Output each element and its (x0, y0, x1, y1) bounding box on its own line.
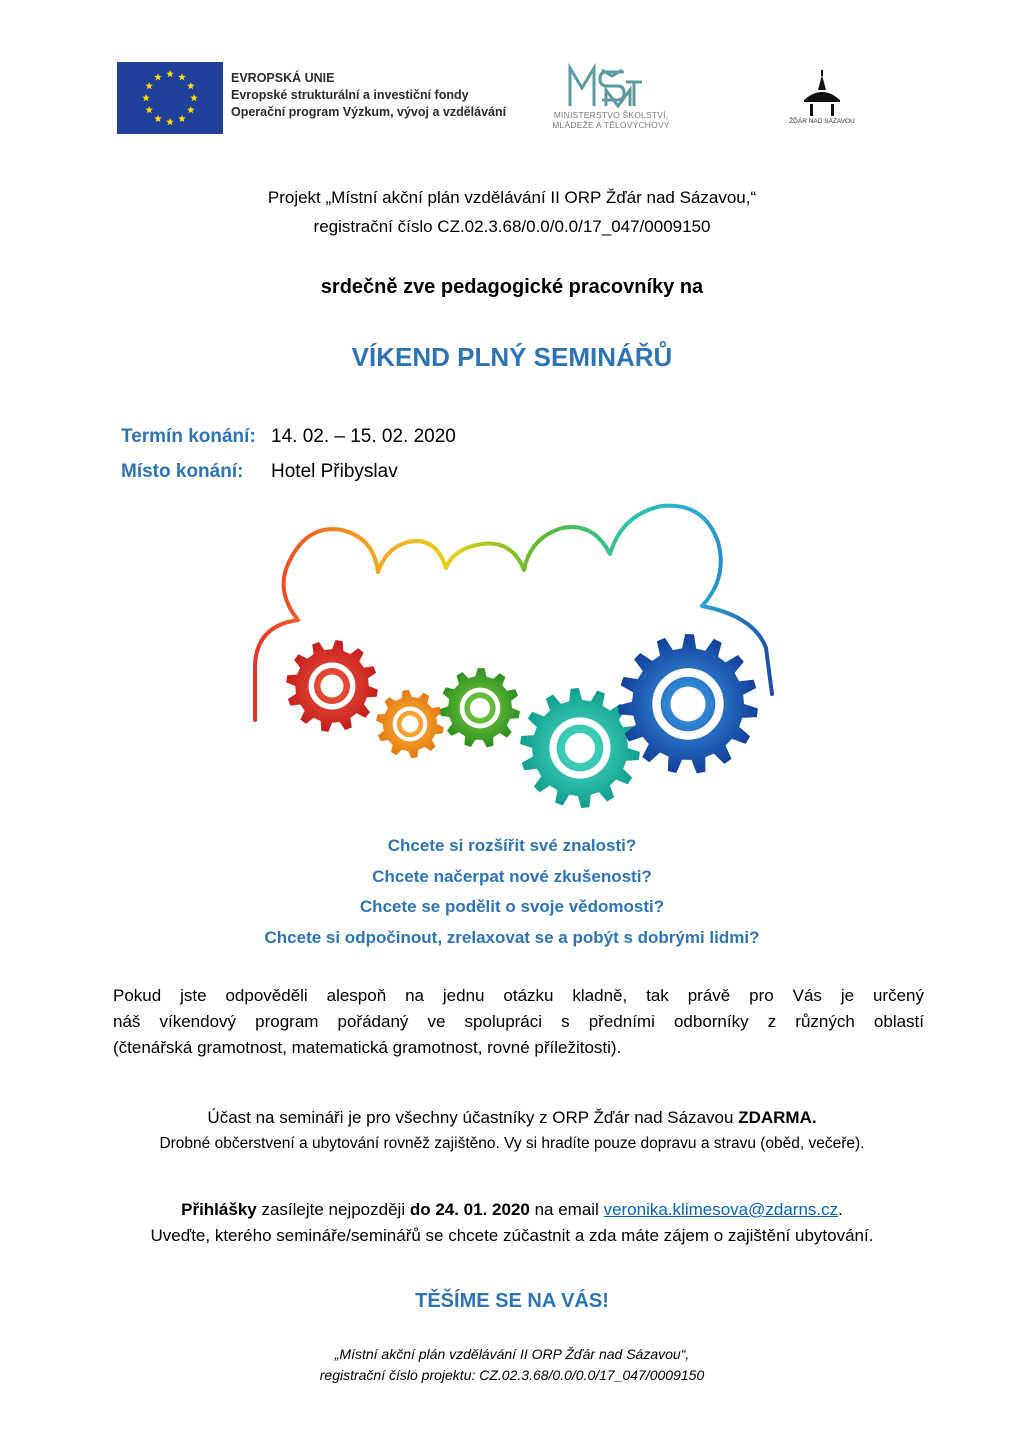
intro-paragraph-line-1: Pokud jste odpověděli alespoň na jednu otázku kladně, tak právě pro Vás je určený (113, 986, 924, 1005)
question-1: Chcete si rozšířit své znalosti? (387, 836, 637, 855)
gear-hole (671, 687, 706, 722)
registration-deadline: do 24. 01. 2020 (409, 1200, 530, 1219)
registration-text-1: zasílejte nejpozději (256, 1200, 410, 1219)
date-value: 14. 02. – 15. 02. 2020 (271, 426, 456, 447)
registration-email-link[interactable]: veronika.klimesova@zdarns.cz (603, 1200, 839, 1219)
people-gears-illustration (250, 498, 780, 816)
eu-logo-line3: Operační program Výzkum, vývoj a vzdělávání (231, 105, 507, 119)
msmt-logo-line1: MINISTERSTVO ŠKOLSTVÍ, (553, 110, 669, 120)
intro-paragraph-line-3: (čtenářská gramotnost, matematická gramotnost, rovné příležitosti). (113, 1038, 622, 1057)
zdar-logo-label: ŽĎÁR NAD SÁZAVOU (789, 118, 855, 125)
eu-logo-line1: EVROPSKÁ UNIE (231, 71, 335, 85)
question-4: Chcete si odpočinout, zrelaxovat se a pobýt s dobrými lidmi? (264, 928, 760, 947)
registration-label: Přihlášky (181, 1200, 257, 1219)
gear-hole (402, 716, 419, 733)
gear-hole (470, 698, 490, 718)
gear-hole (321, 675, 344, 698)
participation-free: ZDARMA. (738, 1108, 817, 1127)
question-3: Chcete se podělit o svoje vědomosti? (359, 897, 665, 916)
msmt-logo-icon (566, 62, 644, 110)
participation-line-2: Drobné občerstvení a ubytování rovněž zajištěno. Vy si hradíte pouze dopravu a stravu (oběd, večeře). (159, 1135, 865, 1152)
project-line-1: Projekt „Místní akční plán vzdělávání II ORP Žďár nad Sázavou,“ (267, 188, 757, 207)
registration-line-2: Uveďte, kterého semináře/seminářů se chcete zúčastnit a zda máte zájem o zajištění ubytování. (150, 1226, 874, 1245)
gear-hole (565, 733, 595, 763)
question-2: Chcete načerpat nové zkušenosti? (372, 867, 652, 886)
msmt-logo-line2: MLÁDEŽE A TĚLOVÝCHOVY (552, 120, 670, 130)
page-title: VÍKEND PLNÝ SEMINÁŘŮ (351, 342, 673, 372)
eu-logo (117, 62, 517, 134)
date-label: Termín konání: (121, 426, 256, 447)
eu-logo-line2: Evropské strukturální a investiční fondy (231, 88, 469, 102)
zdar-logo (790, 70, 854, 130)
footer-line-1: „Místní akční plán vzdělávání II ORP Žďár nad Sázavou“, (334, 1346, 690, 1362)
registration-line-1 (0, 1200, 1024, 1220)
intro-paragraph (113, 983, 924, 1061)
invite-heading: srdečně zve pedagogické pracovníky na (320, 276, 704, 298)
participation-text: Účast na semináři je pro všechny účastníky z ORP Žďár nad Sázavou (207, 1108, 739, 1127)
participation-line-1 (0, 1108, 1024, 1128)
registration-text-3: . (838, 1200, 843, 1219)
project-line-2: registrační číslo CZ.02.3.68/0.0/0.0/17_047/0009150 (313, 217, 711, 236)
closing-heading: TĚŠÍME SE NA VÁS! (415, 1290, 609, 1312)
msmt-logo (536, 62, 686, 134)
church-icon (790, 70, 854, 118)
intro-paragraph-line-2: náš víkendový program pořádaný ve spolupráci s předními odborníky z různých oblastí (113, 1012, 924, 1031)
eu-flag-icon (117, 62, 223, 134)
place-value: Hotel Přibyslav (271, 461, 398, 482)
registration-text-2: na email (529, 1200, 604, 1219)
place-label: Místo konání: (121, 461, 244, 482)
footer-line-2: registrační číslo projektu: CZ.02.3.68/0.0/0.0/17_047/0009150 (319, 1367, 705, 1383)
